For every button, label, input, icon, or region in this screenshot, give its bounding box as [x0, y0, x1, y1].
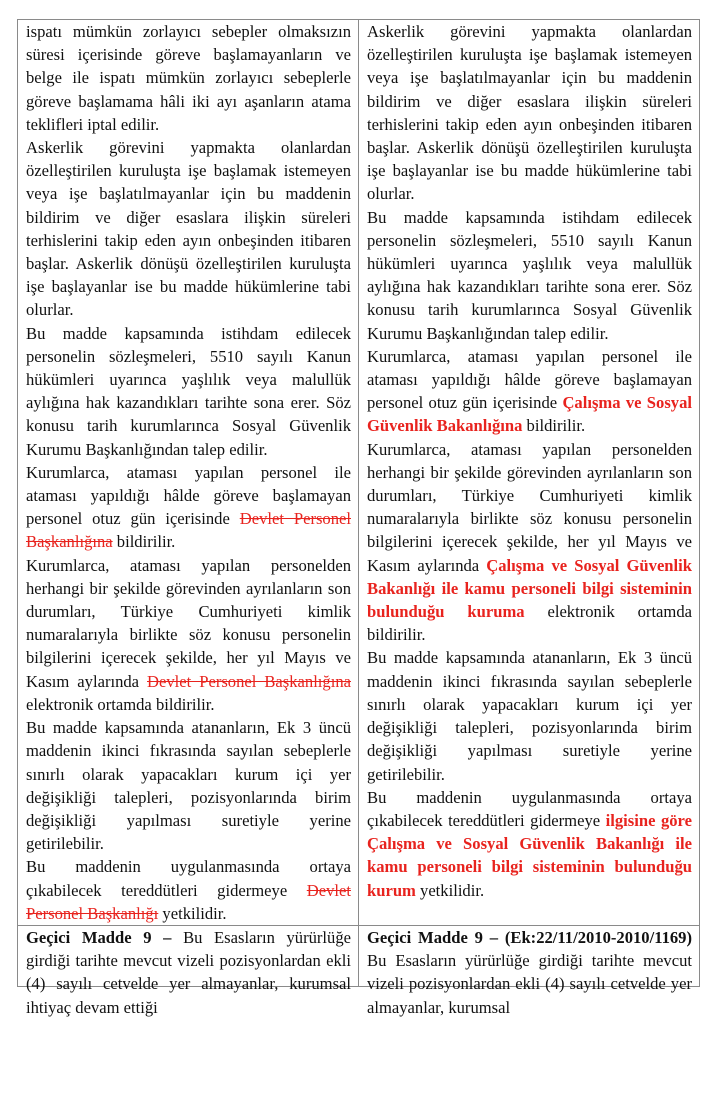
paragraph: Kurumlarca, ataması yapılan personel ile ataması yapıldığı hâlde göreve başlamayan personel otuz gün içerisinde Çalışma ve Sosyal Güvenlik Bakanlığına bildirilir. [367, 346, 692, 436]
paragraph: Kurumlarca, ataması yapılan personelden herhangi bir şekilde görevinden ayrılanların son durumları, Türkiye Cumhuriyeti kimlik numaralarıyla birlikte söz konusu personelin bilgilerini içerecek şekilde, her yıl Mayıs ve Kasım aylarında Çalışma ve Sosyal Güvenlik Bakanlığı ile kamu personeli bilgi sisteminin bulunduğu kuruma elektronik ortamda bildirilir. [367, 439, 692, 645]
new-article-cell [359, 925, 700, 1017]
old-text-column [18, 20, 359, 926]
paragraph: Askerlik görevini yapmakta olanlardan özelleştirilen kuruluşta işe başlamak istemeyen veya işe başlatılmayanlar için bu maddenin bildirim ve diğer esaslara ilişkin süreleri terhislerini takip eden ayın onbeşinden itibaren başlar. Askerlik dönüşü özelleştirilen kuruluşta işe başlayanlar ise bu madde hükümlerine tabi olurlar. [26, 138, 351, 320]
paragraph: Askerlik görevini yapmakta olanlardan özelleştirilen kuruluşta işe başlamak istemeyen veya işe başlatılmayanlar için bu maddenin bildirim ve diğer esaslara ilişkin süreleri terhislerini takip eden ayın onbeşinden itibaren başlar. Askerlik dönüşü özelleştirilen kuruluşta işe başlayanlar ise bu madde hükümlerine tabi olurlar. [367, 22, 692, 204]
paragraph: Bu madde kapsamında atananların, Ek 3 üncü maddenin ikinci fıkrasında sayılan sebeplerle sınırlı olarak yapacakları kurum içi yer değişikliği talepleri, pozisyonlarında birim değişikliği yapılması suretiyle yerine getirilebilir. [26, 718, 351, 854]
deleted-text: Devlet Personel Başkanlığına [26, 509, 351, 552]
paragraph: Kurumlarca, ataması yapılan personel ile ataması yapıldığı hâlde göreve başlamayan personel otuz gün içerisinde Devlet Personel Başkanlığına bildirilir. [26, 462, 351, 552]
added-text: Çalışma ve Sosyal Güvenlik Bakanlığı ile kamu personeli bilgi sisteminin bulunduğu kuruma [367, 555, 692, 622]
paragraph: Bu maddenin uygulanmasında ortaya çıkabilecek tereddütleri gidermeye ilgisine göre Çalışma ve Sosyal Güvenlik Bakanlığı ile kamu personeli bilgi sisteminin bulunduğu kurum yetkilidir. [367, 787, 692, 900]
deleted-text: Devlet Personel Başkanlığı [26, 880, 351, 923]
comparison-table [17, 19, 700, 1017]
added-text: ilgisine göre Çalışma ve Sosyal Güvenlik Bakanlığı ile kamu personeli bilgi sisteminin bulunduğu kurum [367, 810, 692, 900]
new-text-column [359, 20, 700, 926]
paragraph: Kurumlarca, ataması yapılan personelden herhangi bir şekilde görevinden ayrılanların son durumları, Türkiye Cumhuriyeti kimlik numaralarıyla birlikte söz konusu personelin bilgilerini içerecek şekilde, her yıl Mayıs ve Kasım aylarında Devlet Personel Başkanlığına elektronik ortamda bildirilir. [26, 555, 351, 714]
paragraph: Bu madde kapsamında istihdam edilecek personelin sözleşmeleri, 5510 sayılı Kanun hükümleri uyarınca yaşlılık veya malullük aylığına hak kazandıkları tarihte sona erer. Söz konusu tarih kurumlarınca Sosyal Güvenlik Kurumu Başkanlığından talep edilir. [367, 207, 692, 343]
old-article-cell [18, 925, 359, 1017]
paragraph: Bu madde kapsamında istihdam edilecek personelin sözleşmeleri, 5510 sayılı Kanun hükümleri uyarınca yaşlılık veya malullük aylığına hak kazandıkları tarihte sona erer. Söz konusu tarih kurumlarınca Sosyal Güvenlik Kurumu Başkanlığından talep edilir. [26, 323, 351, 459]
table-row [18, 925, 700, 986]
added-text: Çalışma ve Sosyal Güvenlik Bakanlığına [367, 393, 692, 436]
paragraph: Bu madde kapsamında atananların, Ek 3 üncü maddenin ikinci fıkrasında sayılan sebeplerle sınırlı olarak yapacakları kurum içi yer değişikliği talepleri, pozisyonlarında birim değişikliği yapılması suretiyle yerine getirilebilir. [367, 648, 692, 784]
article-heading: Geçici Madde 9 – [26, 927, 172, 947]
deleted-text: Devlet Personel Başkanlığına [147, 671, 351, 691]
paragraph-clipped: Geçici Madde 9 – (Ek:22/11/2010-2010/1169) Bu Esasların yürürlüğe girdiği tarihte mevcut vizeli pozisyonlardan ekli (4) sayılı cetvelde yer almayanlar, kurumsal [367, 927, 692, 1017]
article-heading: Geçici Madde 9 – (Ek:22/11/2010-2010/1169) [367, 927, 692, 947]
paragraph: ispatı mümkün zorlayıcı sebepler olmaksızın süresi içerisinde göreve başlamayanların ve belge ile ispatı mümkün zorlayıcı sebeplerle göreve başlamama hâli iki ayı aşanların atama teklifleri iptal edilir. [26, 22, 351, 134]
table-row [18, 20, 700, 926]
paragraph-clipped: Geçici Madde 9 – Bu Esasların yürürlüğe girdiği tarihte mevcut vizeli pozisyonlardan ekli (4) sayılı cetvelde yer almayanlar, kurumsal ihtiyaç devam ettiği [26, 927, 351, 1017]
paragraph: Bu maddenin uygulanmasında ortaya çıkabilecek tereddütleri gidermeye Devlet Personel Başkanlığı yetkilidir. [26, 857, 351, 923]
